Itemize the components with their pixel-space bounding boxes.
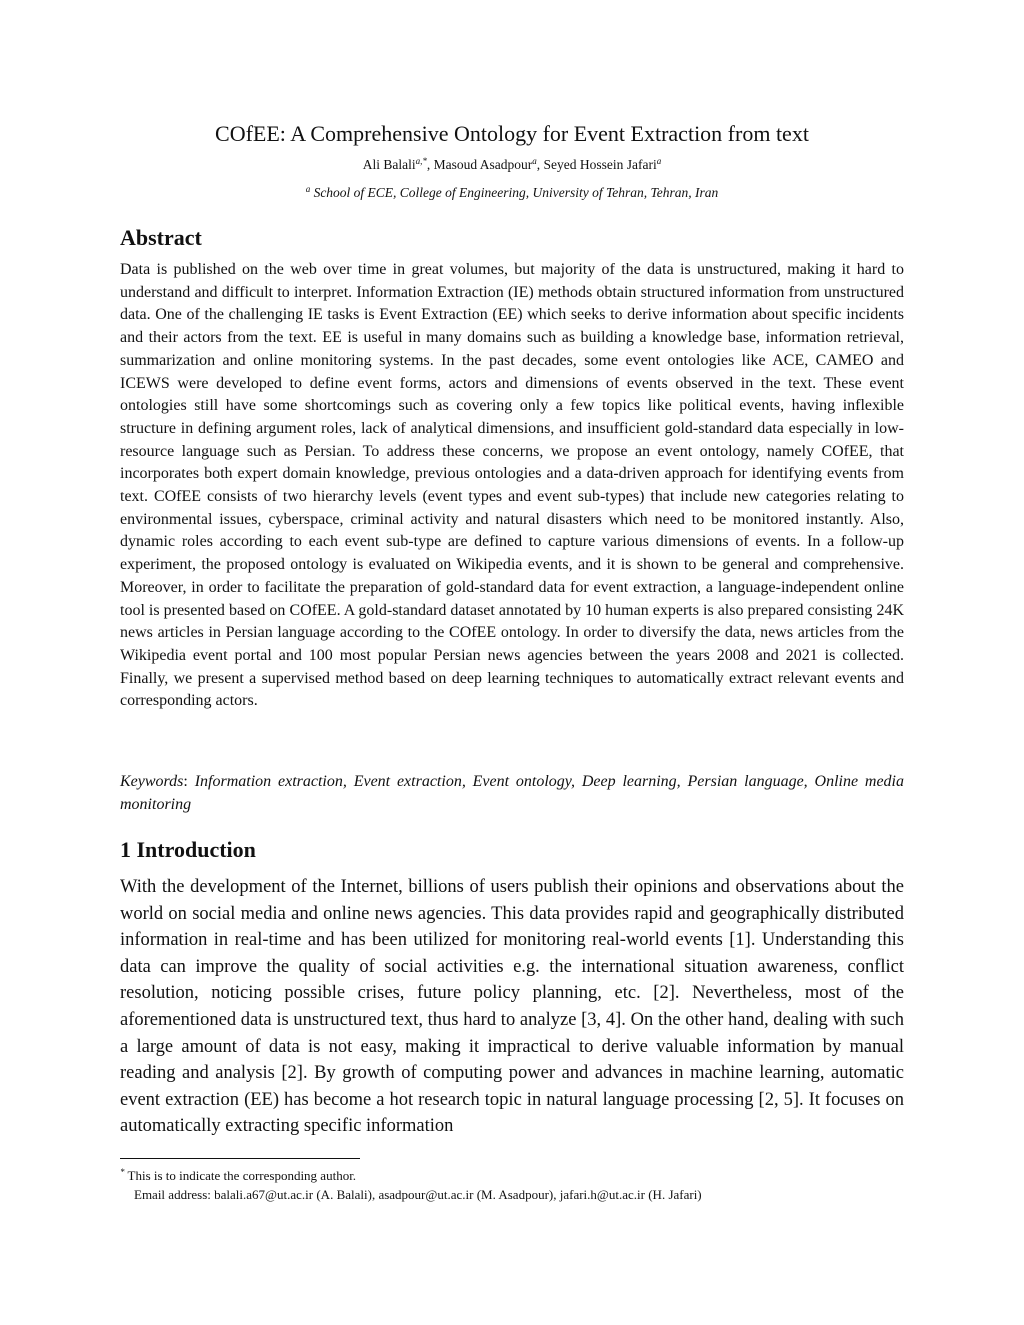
keywords — [120, 771, 904, 816]
author-separator: , — [536, 157, 544, 172]
paper-title: COfEE: A Comprehensive Ontology for Event Extraction from text — [215, 121, 809, 146]
author-list — [120, 156, 904, 174]
keywords-separator: : — [183, 773, 195, 790]
introduction-heading: 1 Introduction — [120, 837, 256, 862]
author-affiliation-mark: a,* — [415, 156, 427, 166]
footnote — [120, 1166, 904, 1204]
abstract-text: Data is published on the web over time in great volumes, but majority of the data is unstructured, making it hard to understand and difficult to interpret. Information Extraction (IE) methods obtain structured information from unstructured data. One of the challenging IE tasks is Event Extraction (EE) which seeks to derive information about specific incidents and their actors from the text. EE is useful in many domains such as building a knowledge base, information retrieval, summarization and online monitoring systems. In the past decades, some event ontologies like ACE, CAMEO and ICEWS were developed to define event forms, actors and dimensions of events observed in the text. These event ontologies still have some shortcomings such as covering only a few topics like political events, having inflexible structure in defining argument roles, lack of analytical dimensions, and insufficient gold-standard data especially in low-resource language such as Persian. To address these concerns, we propose an event ontology, namely COfEE, that incorporates both expert domain knowledge, previous ontologies and a data-driven approach for identifying events from text. COfEE consists of two hierarchy levels (event types and event sub-types) that include new categories relating to environmental issues, cyberspace, criminal activity and natural disasters which need to be monitored instantly. Also, dynamic roles according to each event sub-type are defined to capture various dimensions of events. In a follow-up experiment, the proposed ontology is evaluated on Wikipedia events, and it is shown to be general and comprehensive. Moreover, in order to facilitate the preparation of gold-standard data for event extraction, a language-independent online tool is presented based on COfEE. A gold-standard dataset annotated by 10 human experts is also prepared consisting 24K news articles in Persian language according to the COfEE ontology. In order to diversify the data, news articles from the Wikipedia event portal and 100 most popular Persian news agencies between the years 2008 and 2021 is collected. Finally, we present a supervised method based on deep learning techniques to automatically extract relevant events and corresponding actors. — [120, 261, 904, 710]
author-name: Seyed Hossein Jafari — [543, 157, 657, 172]
introduction-text: With the development of the Internet, billions of users publish their opinions and observations about the world on social media and online news agencies. This data provides rapid and geographically distributed information in real-time and has been utilized for monitoring real-world events [1]. Understanding this data can improve the quality of social activities e.g. the international situation awareness, conflict resolution, noticing possible crises, future policy planning, etc. [2]. Nevertheless, most of the aforementioned data is unstructured text, thus hard to analyze [3, 4]. On the other hand, dealing with such a large amount of data is not easy, making it impractical to derive valuable information by manual reading and analysis [2]. By growth of computing power and advances in machine learning, automatic event extraction (EE) has become a hot research topic in natural language processing [2, 5]. It focuses on automatically extracting specific information — [120, 877, 904, 1137]
abstract-heading: Abstract — [120, 225, 202, 250]
keywords-text: Information extraction, Event extraction, Event ontology, Deep learning, Persian language, Online media monitoring — [120, 773, 905, 813]
affiliation-mark: a — [305, 184, 311, 194]
author-affiliation-mark: a — [656, 156, 662, 166]
affiliation-text: School of ECE, College of Engineering, University of Tehran, Tehran, Iran — [313, 185, 719, 200]
keywords-label: Keywords — [120, 773, 184, 790]
footnote-divider — [120, 1158, 360, 1159]
author-name: Ali Balali — [362, 157, 416, 172]
footnote-line-1: This is to indicate the corresponding author. — [127, 1168, 357, 1183]
footnote-mark: * — [120, 1167, 125, 1177]
footnote-email-line: Email address: balali.a67@ut.ac.ir (A. Balali), asadpour@ut.ac.ir (M. Asadpour), jafari.h@ut.ac.ir (H. Jafari) — [134, 1187, 702, 1202]
author-affiliation-mark: a — [532, 156, 537, 166]
author-separator: , — [426, 157, 434, 172]
author-name: Masoud Asadpour — [433, 157, 533, 172]
paper-page — [120, 0, 904, 1325]
affiliation — [120, 184, 904, 202]
